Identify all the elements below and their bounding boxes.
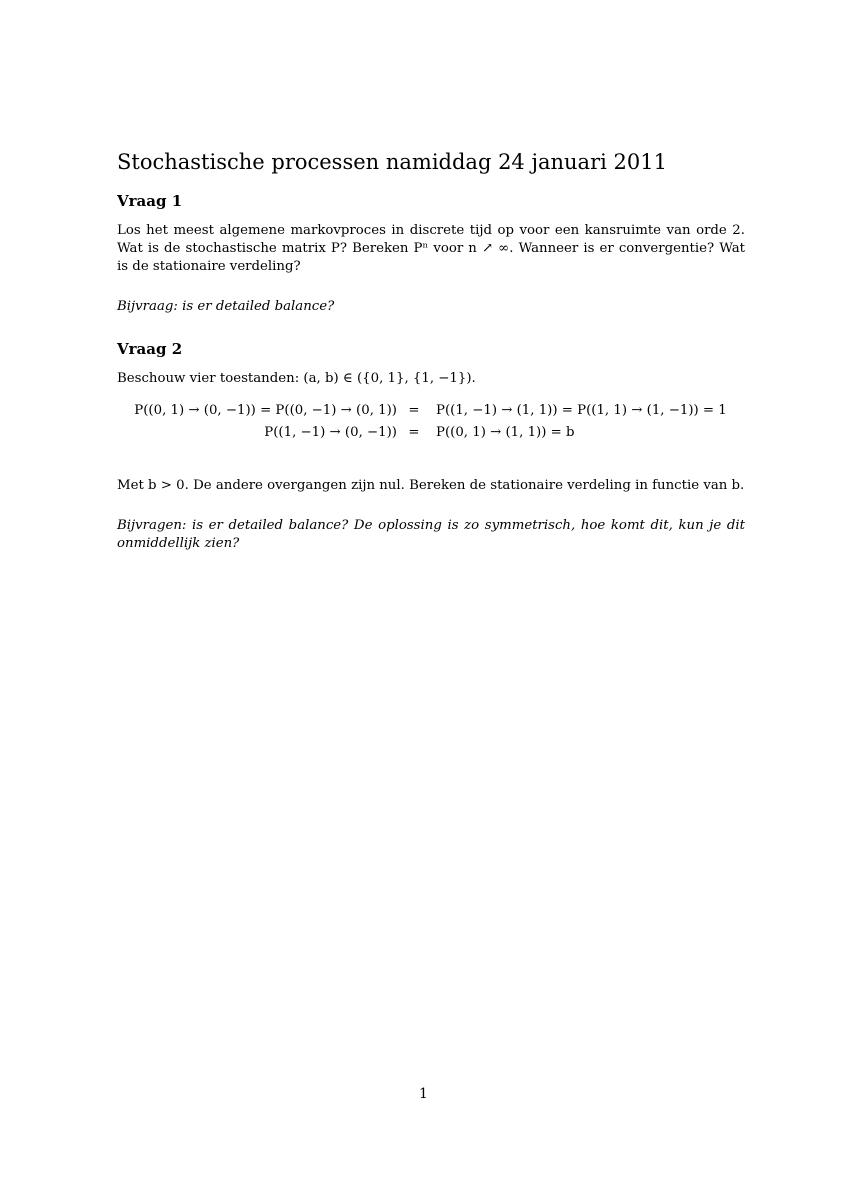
equation-2-right: P((0, 1) → (1, 1)) = b [436,425,575,440]
equation-1-relation: = [408,403,420,418]
question-2-intro: Beschouw vier toestanden: (a, b) ∈ ({0, 1}, {1, −1}). [117,371,476,386]
page-number: 1 [419,1086,428,1102]
equation-1-left: P((0, 1) → (0, −1)) = P((0, −1) → (0, 1)) [134,403,397,418]
question-2-bonus: Bijvragen: is er detailed balance? De oplossing is zo symmetrisch, hoe komt dit, kun je dit onmiddellijk zien? [117,518,745,551]
question-1-text: Los het meest algemene markovproces in discrete tijd op voor een kansruimte van orde 2. Wat is de stochastische matrix P? Bereken Pⁿ voor n ↗ ∞. Wanneer is er convergentie? Wat is de stationaire verdeling? [117,223,745,274]
equation-2-relation: = [408,425,420,440]
equation-2-left: P((1, −1) → (0, −1)) [264,425,397,440]
document-title: Stochastische processen namiddag 24 januari 2011 [117,150,667,174]
question-2-heading: Vraag 2 [117,340,183,358]
equation-1-right: P((1, −1) → (1, 1)) = P((1, 1) → (1, −1)) = 1 [436,403,727,418]
question-2-text: Met b > 0. De andere overgangen zijn nul. Bereken de stationaire verdeling in functie van b. [117,478,745,493]
question-1-bonus: Bijvraag: is er detailed balance? [117,299,335,314]
question-1-heading: Vraag 1 [117,192,183,210]
